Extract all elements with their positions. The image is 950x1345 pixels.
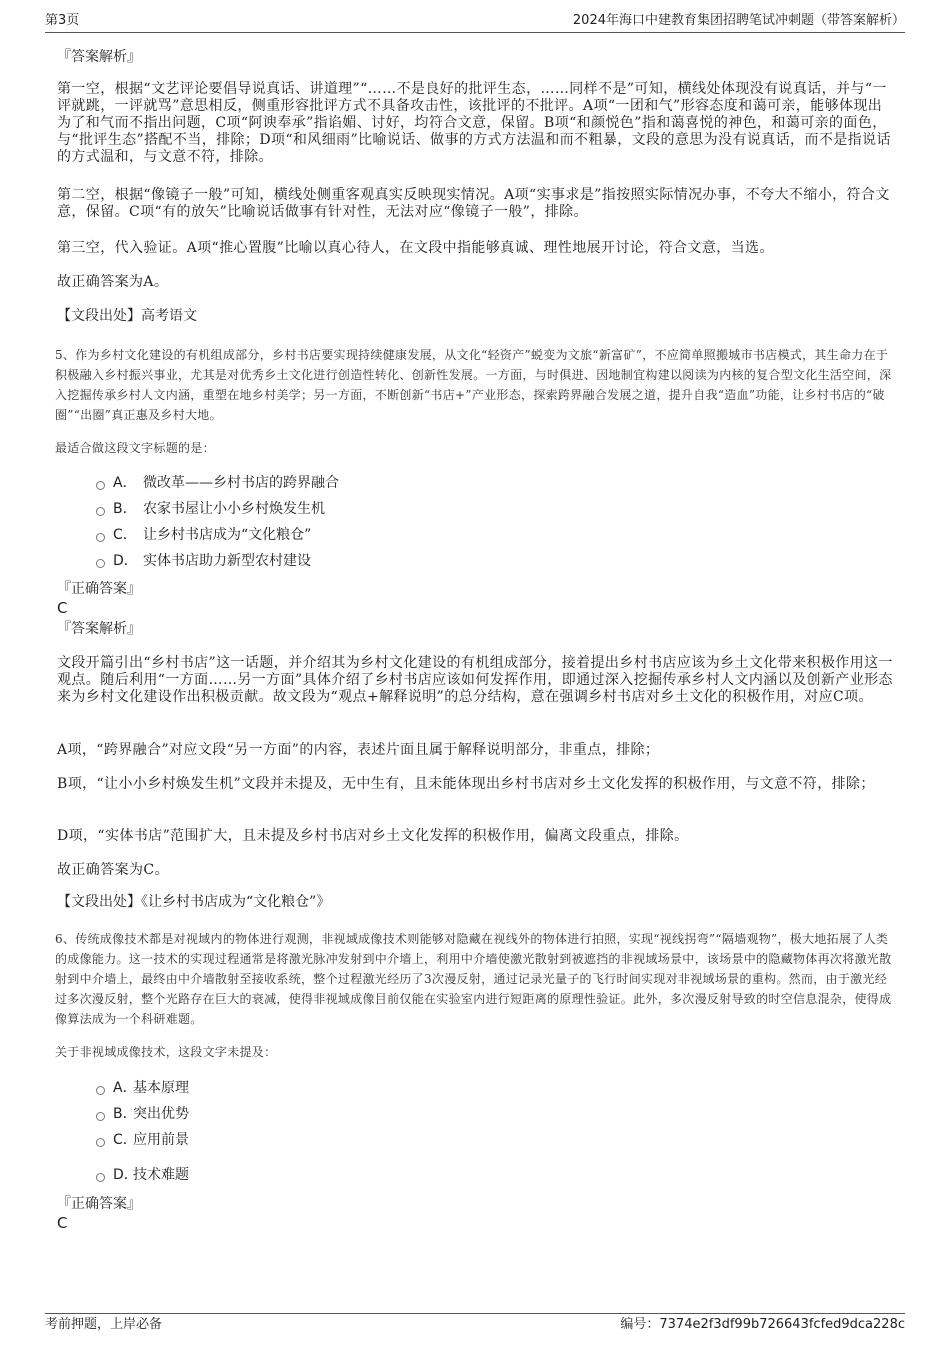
option-text: 让乡村书店成为“文化粮仓” bbox=[143, 527, 312, 543]
option-letter: D． bbox=[113, 553, 138, 569]
q4-source: 【文段出处】高考语文 bbox=[57, 308, 197, 324]
q4-analysis-para-2: 第二空，根据“像镜子一般”可知，横线处侧重客观真实反映现实情况。A项“实事求是”指按照实际情况办事，不夸大不缩小，符合文意，保留。C项“有的放矢”比喻说话做事有针对性，无法对应“像镜子一般”，排除。 bbox=[57, 187, 890, 220]
q5-question: 最适合做这段文字标题的是： bbox=[55, 441, 215, 455]
q5-analysis-para-2: A项，“跨界融合”对应文段“另一方面”的内容，表述片面且属于解释说明部分，非重点，排除； bbox=[57, 742, 660, 758]
q5-analysis-label: 『答案解析』 bbox=[57, 621, 141, 637]
q5-option-c[interactable] bbox=[96, 525, 311, 545]
q5-option-d[interactable] bbox=[96, 551, 311, 571]
q5-answer-statement: 故正确答案为C。 bbox=[57, 862, 169, 878]
radio-button-icon[interactable] bbox=[96, 481, 105, 490]
option-text: 实体书店助力新型农村建设 bbox=[143, 553, 311, 569]
page-header bbox=[45, 12, 905, 33]
option-letter: A． bbox=[113, 1080, 137, 1096]
footer-slogan: 考前押题，上岸必备 bbox=[45, 1317, 163, 1332]
q5-analysis-para-3: B项，“让小小乡村焕发生机”文段并未提及，无中生有，且未能体现出乡村书店对乡土文化发挥的积极作用，与文意不符，排除； bbox=[57, 776, 875, 792]
q4-analysis-para-3: 第三空，代入验证。A项“推心置腹”比喻以真心待人，在文段中指能够真诚、理性地展开讨论，符合文意，当选。 bbox=[57, 240, 774, 256]
q5-source: 【文段出处】《让乡村书店成为“文化粮仓”》 bbox=[57, 894, 331, 910]
q4-answer-statement: 故正确答案为A。 bbox=[57, 274, 169, 290]
radio-button-icon[interactable] bbox=[96, 559, 105, 568]
option-text: 技术难题 bbox=[133, 1167, 189, 1183]
option-text: 突出优势 bbox=[133, 1106, 189, 1122]
option-letter: B． bbox=[113, 1106, 137, 1122]
option-letter: A． bbox=[113, 475, 137, 491]
q5-correct-answer-label: 『正确答案』 bbox=[57, 581, 141, 597]
q5-correct-answer: C bbox=[57, 599, 68, 617]
q6-option-d[interactable] bbox=[96, 1165, 189, 1185]
option-text: 基本原理 bbox=[133, 1080, 189, 1096]
option-letter: D． bbox=[113, 1167, 138, 1183]
q5-stem: 5、作为乡村文化建设的有机组成部分，乡村书店要实现持续健康发展，从文化“轻资产”蜕变为文旅“新富矿”，不应简单照搬城市书店模式，其生命力在于积极融入乡村振兴事业，尤其是对优秀乡土文化进行创造性转化、创新性发展。一方面，与时俱进、因地制宜构建以阅读为内核的复合型文化生活空间，深入挖掘传承乡村人文内涵，重塑在地乡村美学；另一方面，不断创新“书店+”产业形态，探索跨界融合发展之道，提升自我“造血”功能，让乡村书店的“破圈”“出圈”真正惠及乡村大地。 bbox=[55, 348, 892, 422]
q5-analysis-para-4: D项，“实体书店”范围扩大，且未提及乡村书店对乡土文化发挥的积极作用，偏离文段重点，排除。 bbox=[57, 828, 689, 844]
radio-button-icon[interactable] bbox=[96, 507, 105, 516]
q4-analysis-para-1: 第一空，根据“文艺评论要倡导说真话、讲道理”“……不是良好的批评生态，……同样不是”可知，横线处体现没有说真话，并与“一评就跳，一评就骂”意思相反，侧重形容批评方式不具备攻击性，该批评的不批评。A项“一团和气”形容态度和蔼可亲，能够体现出为了和气而不指出问题，C项“阿谀奉承”指谄媚、讨好，均符合文意，保留。B项“和颜悦色”指和蔼喜悦的神色，和蔼可亲的面色，与“批评生态”搭配不当，排除；D项“和风细雨”比喻说话、做事的方式方法温和而不粗暴，文段的意思为没有说真话，而不是指说话的方式温和，与文意不符，排除。 bbox=[57, 81, 891, 165]
q6-option-b[interactable] bbox=[96, 1104, 189, 1124]
option-text: 微改革——乡村书店的跨界融合 bbox=[143, 475, 339, 491]
option-letter: C． bbox=[113, 1132, 137, 1148]
radio-button-icon[interactable] bbox=[96, 1173, 105, 1182]
page-footer bbox=[45, 1313, 905, 1336]
radio-button-icon[interactable] bbox=[96, 533, 105, 542]
q5-analysis-para-1: 文段开篇引出“乡村书店”这一话题，并介绍其为乡村文化建设的有机组成部分，接着提出乡村书店应该为乡土文化带来积极作用这一观点。随后利用“一方面……另一方面”具体介绍了乡村书店应该如何发挥作用，即通过深入挖掘传承乡村人文内涵以及创新产业形态来为乡村文化建设作出积极贡献。故文段为“观点+解释说明”的总分结构，意在强调乡村书店对乡土文化的积极作用，对应C项。 bbox=[57, 655, 893, 705]
q6-option-a[interactable] bbox=[96, 1078, 189, 1098]
q6-correct-answer-label: 『正确答案』 bbox=[57, 1196, 141, 1212]
radio-button-icon[interactable] bbox=[96, 1112, 105, 1121]
document-title: 2024年海口中建教育集团招聘笔试冲刺题（带答案解析） bbox=[572, 13, 905, 28]
q6-correct-answer: C bbox=[57, 1214, 68, 1232]
q4-analysis-label: 『答案解析』 bbox=[57, 49, 141, 65]
option-letter: B． bbox=[113, 501, 137, 517]
q6-stem: 6、传统成像技术都是对视域内的物体进行观测，非视域成像技术则能够对隐藏在视线外的物体进行拍照，实现“视线拐弯”“隔墙观物”，极大地拓展了人类的成像能力。这一技术的实现过程通常是将激光脉冲发射到中介墙上，利用中介墙使激光散射到被遮挡的非视域场景中，该场景中的隐藏物体再次将激光散射到中介墙上，最终由中介墙散射至接收系统，整个过程激光经历了3次漫反射，通过记录光量子的飞行时间实现对非视域场景的重构。然而，由于激光经过多次漫反射，整个光路存在巨大的衰减，使得非视域成像目前仅能在实验室内进行短距离的原理性验证。此外，多次漫反射导致的时空信息混杂，使得成像算法成为一个科研难题。 bbox=[55, 932, 892, 1026]
page-number: 第3页 bbox=[45, 13, 80, 28]
q6-question: 关于非视域成像技术，这段文字未提及： bbox=[55, 1045, 277, 1059]
option-letter: C． bbox=[113, 527, 137, 543]
radio-button-icon[interactable] bbox=[96, 1086, 105, 1095]
q6-option-c[interactable] bbox=[96, 1130, 189, 1150]
option-text: 应用前景 bbox=[133, 1132, 189, 1148]
q5-option-b[interactable] bbox=[96, 499, 325, 519]
radio-button-icon[interactable] bbox=[96, 1138, 105, 1147]
option-text: 农家书屋让小小乡村焕发生机 bbox=[143, 501, 325, 517]
q5-option-a[interactable] bbox=[96, 473, 339, 493]
document-id: 编号：7374e2f3df99b726643fcfed9dca228c bbox=[620, 1317, 905, 1332]
